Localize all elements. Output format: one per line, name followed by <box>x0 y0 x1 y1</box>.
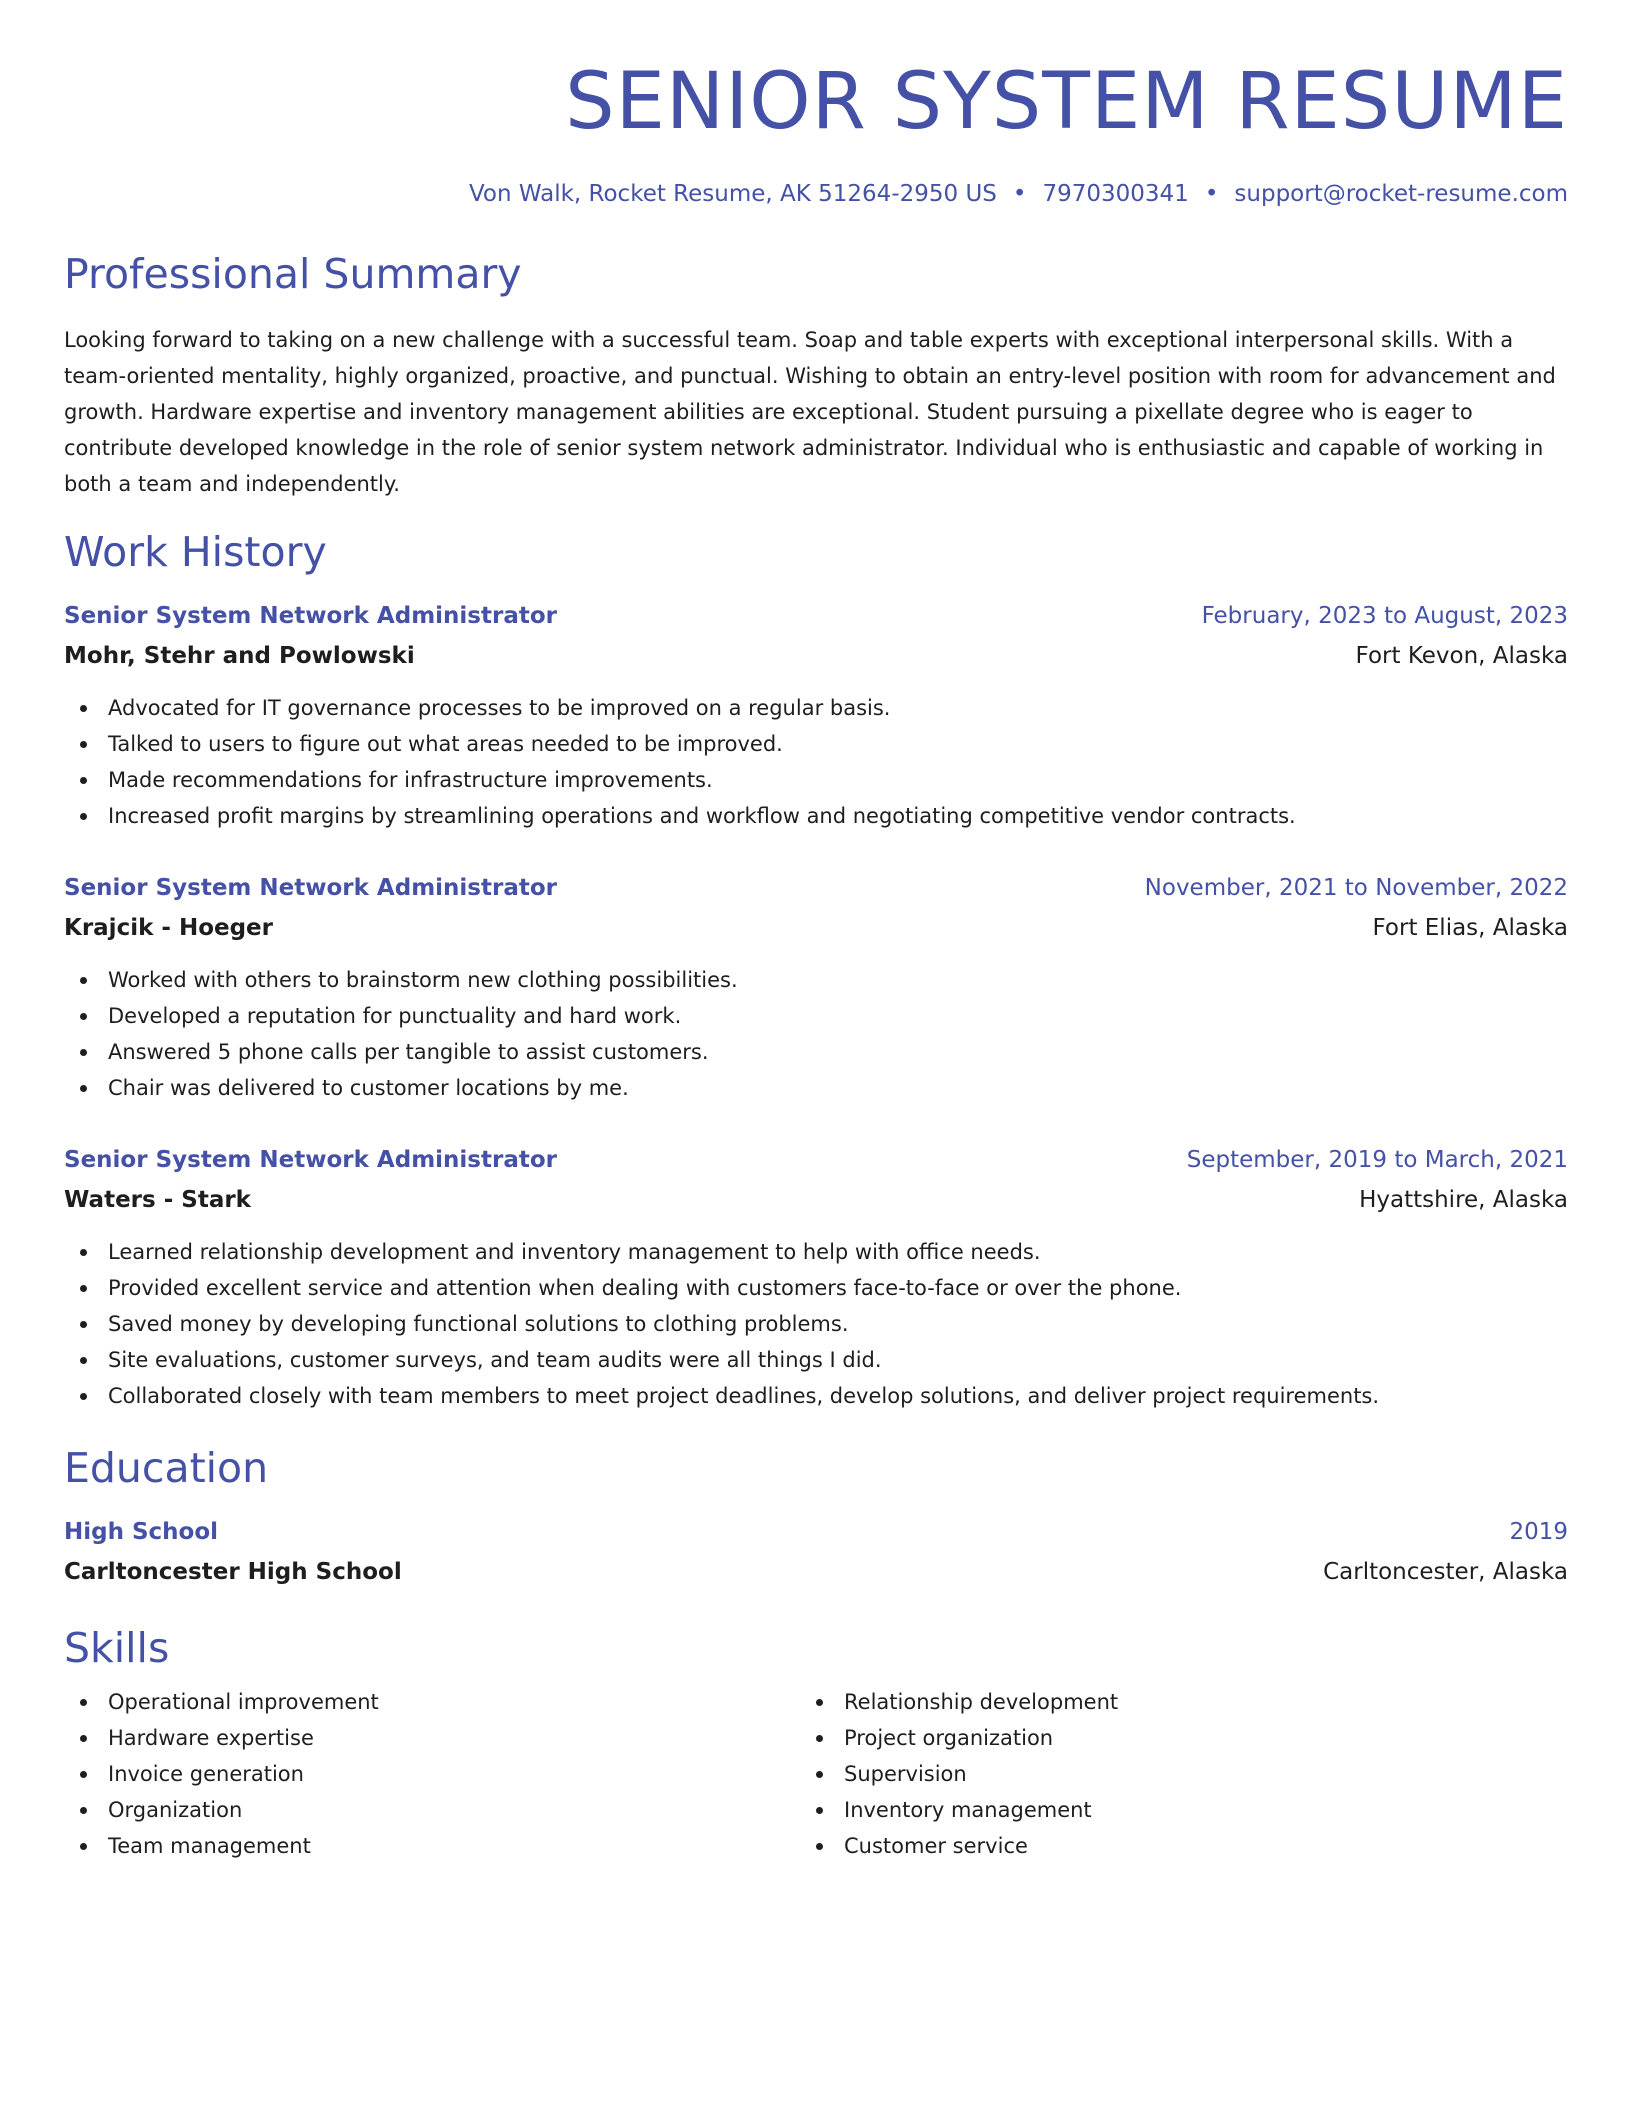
list-item <box>64 1270 1568 1306</box>
job-dates: September, 2019 to March, 2021 <box>1186 1147 1568 1173</box>
bullet-text: Developed a reputation for punctuality and hard work. <box>108 1004 682 1028</box>
bullet-icon <box>80 1321 87 1328</box>
list-item <box>800 1684 1536 1720</box>
job-bullet-list <box>64 1234 1568 1414</box>
bullet-icon <box>80 1771 87 1778</box>
skill-text: Organization <box>108 1798 243 1822</box>
list-item <box>64 1684 800 1720</box>
bullet-text: Worked with others to brainstorm new clothing possibilities. <box>108 968 738 992</box>
job-employer: Krajcik - Hoeger <box>64 915 273 941</box>
skill-text: Project organization <box>844 1726 1054 1750</box>
job-entry <box>64 1142 1568 1414</box>
bullet-text: Talked to users to figure out what areas needed to be improved. <box>108 732 783 756</box>
bullet-text: Saved money by developing functional solutions to clothing problems. <box>108 1312 849 1336</box>
bullet-icon <box>80 777 87 784</box>
job-entry <box>64 598 1568 834</box>
bullet-text: Chair was delivered to customer locations by me. <box>108 1076 629 1100</box>
bullet-icon <box>80 1357 87 1364</box>
bullet-icon <box>80 1699 87 1706</box>
education-entry <box>64 1514 1568 1590</box>
job-dates: November, 2021 to November, 2022 <box>1144 875 1568 901</box>
bullet-icon <box>80 977 87 984</box>
skills-list <box>800 1684 1536 1864</box>
bullet-text: Learned relationship development and inventory management to help with office needs. <box>108 1240 1041 1264</box>
bullet-icon <box>80 1843 87 1850</box>
bullet-icon <box>80 1807 87 1814</box>
list-item <box>800 1828 1536 1864</box>
bullet-text: Increased profit margins by streamlining operations and workflow and negotiating competitive vendor contracts. <box>108 804 1296 828</box>
skill-text: Operational improvement <box>108 1690 379 1714</box>
skill-text: Inventory management <box>844 1798 1092 1822</box>
list-item <box>64 962 1568 998</box>
job-employer: Mohr, Stehr and Powlowski <box>64 643 415 669</box>
list-item <box>64 798 1568 834</box>
skill-text: Customer service <box>844 1834 1028 1858</box>
contact-email[interactable]: support@rocket-resume.com <box>1234 181 1568 207</box>
section-title-skills: Skills <box>64 1624 170 1672</box>
job-location: Fort Kevon, Alaska <box>1355 643 1568 669</box>
bullet-icon <box>816 1699 823 1706</box>
list-item <box>64 1828 800 1864</box>
skills-column-left <box>64 1684 800 1864</box>
bullet-icon <box>80 1085 87 1092</box>
bullet-text: Site evaluations, customer surveys, and team audits were all things I did. <box>108 1348 882 1372</box>
job-bullet-list <box>64 690 1568 834</box>
list-item <box>800 1756 1536 1792</box>
bullet-text: Made recommendations for infrastructure improvements. <box>108 768 713 792</box>
contact-address: Von Walk, Rocket Resume, AK 51264-2950 US <box>468 181 997 207</box>
bullet-text: Provided excellent service and attention when dealing with customers face-to-face or over the phone. <box>108 1276 1182 1300</box>
education-degree: High School <box>64 1519 219 1545</box>
section-title-work-history: Work History <box>64 528 327 576</box>
bullet-text: Advocated for IT governance processes to be improved on a regular basis. <box>108 696 891 720</box>
contact-separator: • <box>1204 181 1219 207</box>
bullet-icon <box>80 1285 87 1292</box>
list-item <box>64 1792 800 1828</box>
bullet-icon <box>816 1843 823 1850</box>
list-item <box>64 726 1568 762</box>
skill-text: Hardware expertise <box>108 1726 314 1750</box>
list-item <box>64 690 1568 726</box>
bullet-icon <box>80 1249 87 1256</box>
summary-text: Looking forward to taking on a new challenge with a successful team. Soap and table experts with exceptional interpersonal skills. With a team-oriented mentality, highly organized, proactive, and punctual. Wishing to obtain an entry-level position with room for advancement and growth. Hardware expertise and inventory management abilities are exceptional. Student pursuing a pixellate degree who is eager to contribute developed knowledge in the role of senior system network administrator. Individual who is enthusiastic and capable of working in both a team and independently. <box>64 328 1556 496</box>
bullet-icon <box>816 1735 823 1742</box>
skill-text: Relationship development <box>844 1690 1119 1714</box>
job-bullet-list <box>64 962 1568 1106</box>
skill-text: Invoice generation <box>108 1762 304 1786</box>
education-location: Carltoncester, Alaska <box>1323 1559 1568 1585</box>
list-item <box>64 1378 1568 1414</box>
list-item <box>64 1070 1568 1106</box>
list-item <box>64 1034 1568 1070</box>
list-item <box>64 1756 800 1792</box>
list-item <box>800 1792 1536 1828</box>
skill-text: Team management <box>108 1834 311 1858</box>
job-entry <box>64 870 1568 1106</box>
job-title: Senior System Network Administrator <box>64 1147 557 1173</box>
list-item <box>64 1342 1568 1378</box>
list-item <box>64 1234 1568 1270</box>
contact-separator: • <box>1012 181 1027 207</box>
job-title: Senior System Network Administrator <box>64 875 557 901</box>
resume-name: SENIOR SYSTEM RESUME <box>565 57 1568 147</box>
skill-text: Supervision <box>844 1762 967 1786</box>
bullet-icon <box>816 1771 823 1778</box>
job-location: Fort Elias, Alaska <box>1372 915 1568 941</box>
list-item <box>64 998 1568 1034</box>
bullet-icon <box>80 1735 87 1742</box>
bullet-icon <box>80 1013 87 1020</box>
skills-column-right <box>800 1684 1536 1864</box>
bullet-icon <box>80 705 87 712</box>
job-dates: February, 2023 to August, 2023 <box>1201 603 1568 629</box>
job-location: Hyattshire, Alaska <box>1359 1187 1568 1213</box>
list-item <box>64 1306 1568 1342</box>
section-title-education: Education <box>64 1444 269 1492</box>
bullet-icon <box>80 741 87 748</box>
section-title-summary: Professional Summary <box>64 250 522 298</box>
list-item <box>64 762 1568 798</box>
contact-line <box>64 178 1568 210</box>
bullet-icon <box>80 1393 87 1400</box>
bullet-text: Answered 5 phone calls per tangible to assist customers. <box>108 1040 709 1064</box>
list-item <box>64 1720 800 1756</box>
list-item <box>800 1720 1536 1756</box>
bullet-icon <box>80 813 87 820</box>
education-year: 2019 <box>1509 1519 1568 1545</box>
bullet-icon <box>80 1049 87 1056</box>
bullet-text: Collaborated closely with team members to meet project deadlines, develop solutions, and deliver project requirements. <box>108 1384 1380 1408</box>
job-employer: Waters - Stark <box>64 1187 251 1213</box>
skills-list <box>64 1684 800 1864</box>
education-school: Carltoncester High School <box>64 1559 402 1585</box>
skills-grid <box>64 1684 1568 1864</box>
bullet-icon <box>816 1807 823 1814</box>
contact-phone: 7970300341 <box>1042 181 1189 207</box>
job-title: Senior System Network Administrator <box>64 603 557 629</box>
